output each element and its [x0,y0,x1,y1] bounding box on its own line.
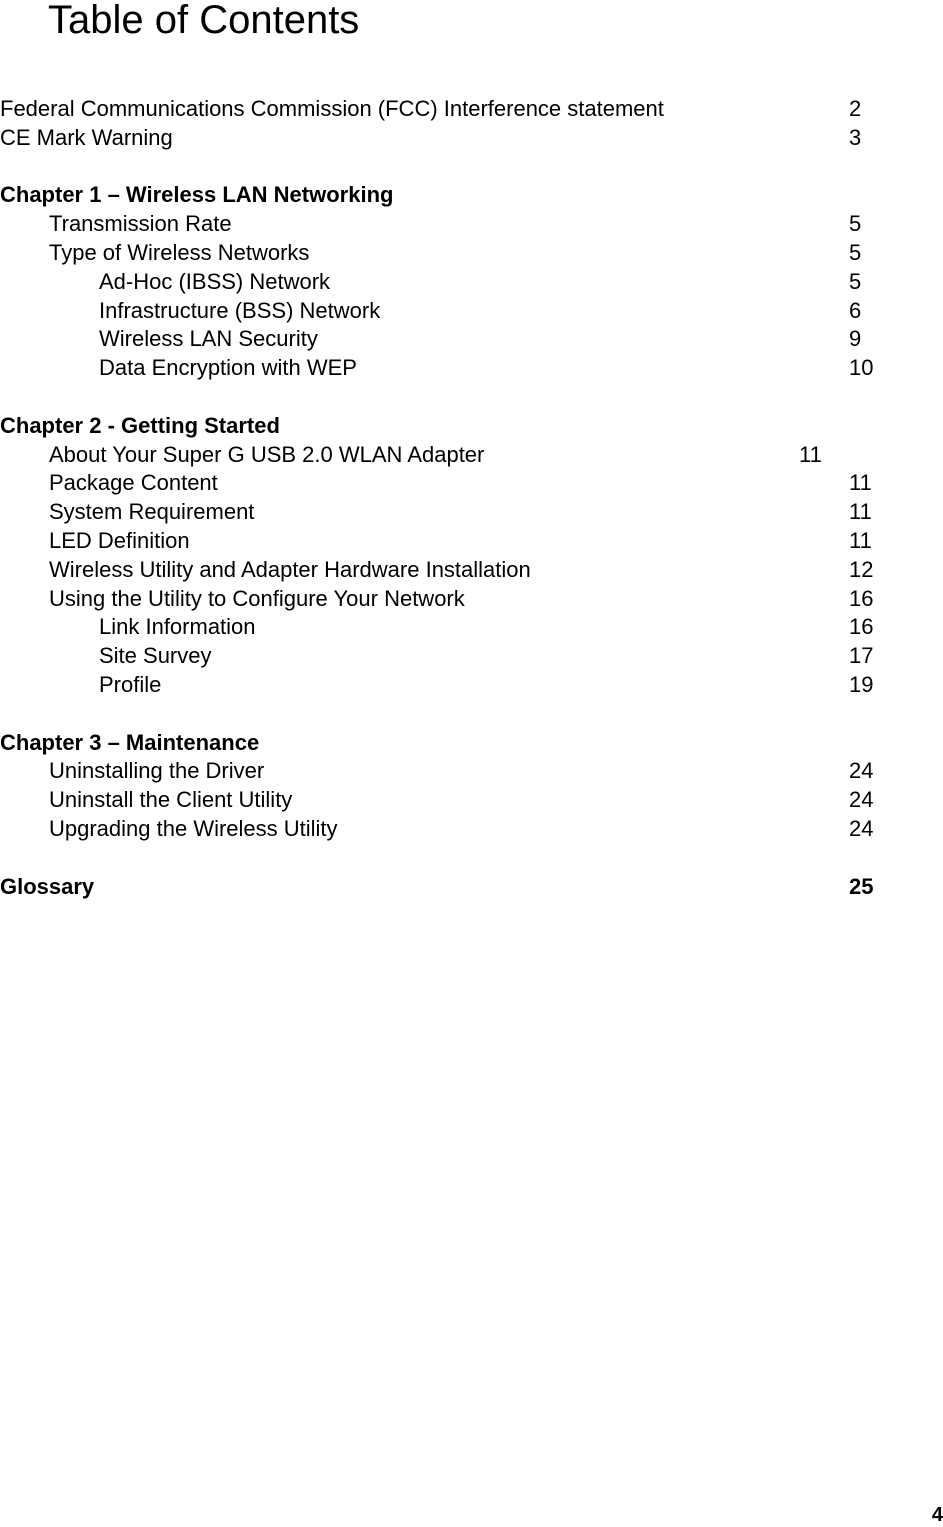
toc-entry-profile[interactable] [0,671,943,700]
toc-entry-label: Data Encryption with WEP [99,355,357,381]
section-gap [0,700,943,729]
toc-entry-uninstall-client-utility[interactable] [0,786,943,815]
toc-entry-about-adapter[interactable] [0,441,943,470]
toc-entry-type-of-wireless-networks[interactable] [0,239,943,268]
toc-entry-infrastructure-network[interactable] [0,297,943,326]
toc-entry-label: System Requirement [49,499,255,525]
toc-entry-label: Using the Utility to Configure Your Network [49,585,465,611]
chapter-heading-label: Chapter 3 – Maintenance [0,729,260,755]
chapter-heading-label: Chapter 1 – Wireless LAN Networking [0,182,394,208]
toc-entry-label: Profile [99,671,162,697]
toc-entry-wireless-lan-security[interactable] [0,325,943,354]
toc-entry-page: 11 [849,499,872,525]
toc-entry-page: 11 [799,441,822,467]
toc-entry-site-survey[interactable] [0,642,943,671]
toc-entry-system-requirement[interactable] [0,498,943,527]
toc-entry-label: Ad-Hoc (IBSS) Network [99,268,331,294]
toc-entry-uninstalling-driver[interactable] [0,757,943,786]
toc-entry-page: 25 [849,873,874,899]
toc-entry-label: Upgrading the Wireless Utility [49,815,338,841]
toc-entry-page: 5 [849,211,862,237]
toc-entry-label: Wireless LAN Security [99,326,318,352]
toc-entry-upgrading-utility[interactable] [0,815,943,844]
toc-entry-label: Package Content [49,470,218,496]
toc-entry-label: Glossary [0,873,95,899]
toc-entry-page: 24 [849,815,874,841]
toc-entry-utility-installation[interactable] [0,556,943,585]
toc-entry-configure-network[interactable] [0,585,943,614]
toc-entry-label: LED Definition [49,527,190,553]
toc-entry-data-encryption-wep[interactable] [0,354,943,383]
toc-entry-ce-mark-warning[interactable] [0,124,943,153]
toc-entry-page: 11 [849,470,872,496]
toc-entry-label: Transmission Rate [49,211,232,237]
toc-entry-page: 6 [849,297,862,323]
toc-entry-label: Uninstall the Client Utility [49,787,293,813]
toc-entry-label: Site Survey [99,643,212,669]
toc-entry-transmission-rate[interactable] [0,210,943,239]
page-number: 4 [931,1504,943,1526]
toc-entry-label: Type of Wireless Networks [49,239,310,265]
toc-entry-page: 24 [849,787,874,813]
chapter-heading-label: Chapter 2 - Getting Started [0,412,280,438]
toc-entry-label: CE Mark Warning [0,124,173,150]
toc-entry-label: Infrastructure (BSS) Network [99,297,381,323]
toc-chapter-1-heading[interactable] [0,181,943,210]
toc-entry-label: Link Information [99,614,256,640]
toc-entry-page: 16 [849,585,874,611]
toc-entry-page: 17 [849,643,874,669]
toc-entry-link-information[interactable] [0,613,943,642]
toc-entry-page: 11 [849,527,872,553]
toc-chapter-2-heading[interactable] [0,412,943,441]
toc-entry-label: About Your Super G USB 2.0 WLAN Adapter [49,441,485,467]
toc-entry-page: 10 [849,355,874,381]
toc-entry-label: Uninstalling the Driver [49,758,265,784]
toc-entry-page: 16 [849,614,874,640]
toc-chapter-3-heading[interactable] [0,729,943,758]
toc-entry-glossary[interactable] [0,873,943,902]
toc-entry-fcc-statement[interactable] [0,95,943,124]
toc-entry-page: 3 [849,124,862,150]
table-of-contents [0,95,943,901]
toc-entry-package-content[interactable] [0,469,943,498]
toc-entry-page: 9 [849,326,862,352]
page-title: Table of Contents [48,0,360,42]
toc-entry-page: 12 [849,556,874,582]
toc-entry-page: 5 [849,268,862,294]
toc-entry-label: Federal Communications Commission (FCC) Interference statement [0,96,664,121]
toc-entry-label: Wireless Utility and Adapter Hardware Installation [49,556,531,582]
toc-entry-page: 24 [849,758,874,784]
toc-entry-page: 2 [849,96,862,121]
toc-entry-page: 19 [849,671,874,697]
toc-entry-led-definition[interactable] [0,527,943,556]
section-gap [0,383,943,412]
toc-entry-ad-hoc-network[interactable] [0,268,943,297]
section-gap [0,153,943,182]
toc-entry-page: 5 [849,239,862,265]
section-gap [0,844,943,873]
